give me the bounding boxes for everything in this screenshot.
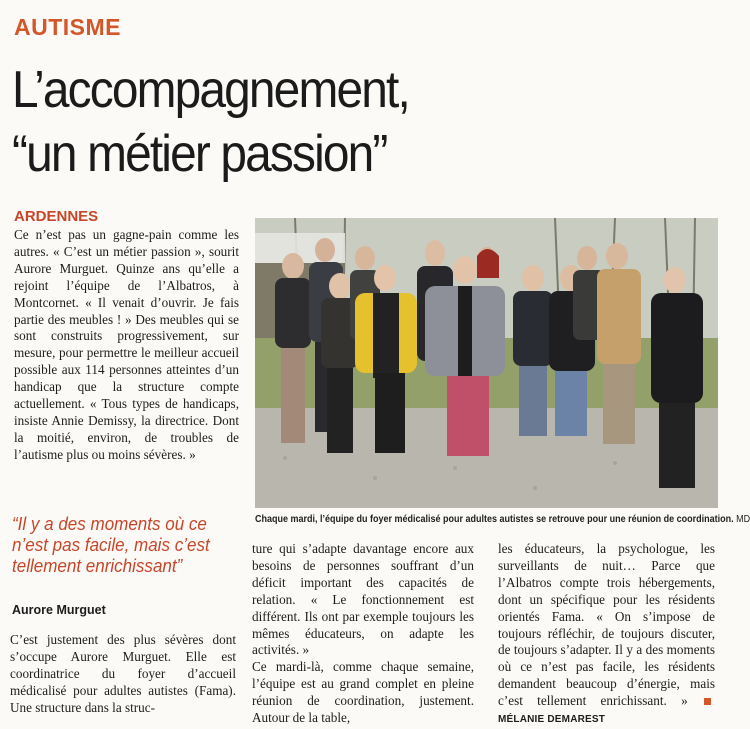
column-1-body: C’est justement des plus sévères dont s’occupe Aurore Murguet. Elle est coordinatrice du foyer d’accueil médicalisé pour adultes autistes (Fama). Une structure dans la struc- xyxy=(10,632,236,715)
column-3-body xyxy=(498,541,715,729)
headline-line-2: “un métier passion” xyxy=(12,125,387,183)
photo-caption xyxy=(255,513,750,526)
pull-quote-author: Aurore Murguet xyxy=(12,603,106,617)
headline-line-1: L’accompagnement, xyxy=(12,61,409,119)
team-photo-illustration xyxy=(255,218,718,508)
signature-marker-icon xyxy=(704,698,711,705)
pull-quote: “Il y a des moments où ce n’est pas facile, mais c’est tellement enrichissant” xyxy=(12,513,210,576)
caption-text: Chaque mardi, l’équipe du foyer médicalisé pour adultes autistes se retrouve pour une réunion de coordination. xyxy=(255,514,734,525)
section-rubric: AUTISME xyxy=(14,14,121,40)
column-3-text: les éducateurs, la psychologue, les surveillants de nuit… Parce que l’Albatros compte trois hébergements, dont un spécifique pour les résidents orientés Fama. « On s’impose de toujours réfléchir, de toujours discuter, de toujours s’adapter. Il y a des moments où ce n’est pas facile, les résidents demandent beaucoup d’énergie, mais c’est tellement enrichissant. » xyxy=(498,541,715,709)
team-photo xyxy=(255,218,718,508)
photo-credit: MD xyxy=(736,514,750,525)
region-label: ARDENNES xyxy=(14,208,99,225)
author-signature: MÉLANIE DEMAREST xyxy=(498,714,606,726)
headline xyxy=(12,58,656,186)
column-2-paragraph-1: ture qui s’adapte davantage encore aux besoins de personnes souffrant d’un déficit important des capacités de relation. « Le fonctionnement est différent. Ils ont par exemple toujours les mêmes éducateurs, on adapte les activités. » xyxy=(252,541,474,658)
column-2-body xyxy=(252,541,474,727)
intro-text: Ce n’est pas un gagne-pain comme les autres. « C’est un métier passion », sourit Aurore Murguet. Quinze ans qu’elle a rejoint l’équipe de l’Albatros, à Montcornet. « Il venait d’ouvrir. Je fais partie des meubles ! » Des meubles qui se sont construits progressivement, sur mesure, pour permettre le meilleur accueil possible aux 114 personnes atteintes d’un handicap que la structure compte actuellement. « Tous types de handicaps, insiste Annie Demissy, la directrice. Dont la moitié, environ, de troubles de l’autisme plus ou moins sévères. » xyxy=(14,227,239,462)
column-2-paragraph-2: Ce mardi-là, comme chaque semaine, l’équipe est au grand complet en pleine réunion de coordination, justement. Autour de la table, xyxy=(252,659,474,726)
intro-paragraph xyxy=(14,227,239,464)
